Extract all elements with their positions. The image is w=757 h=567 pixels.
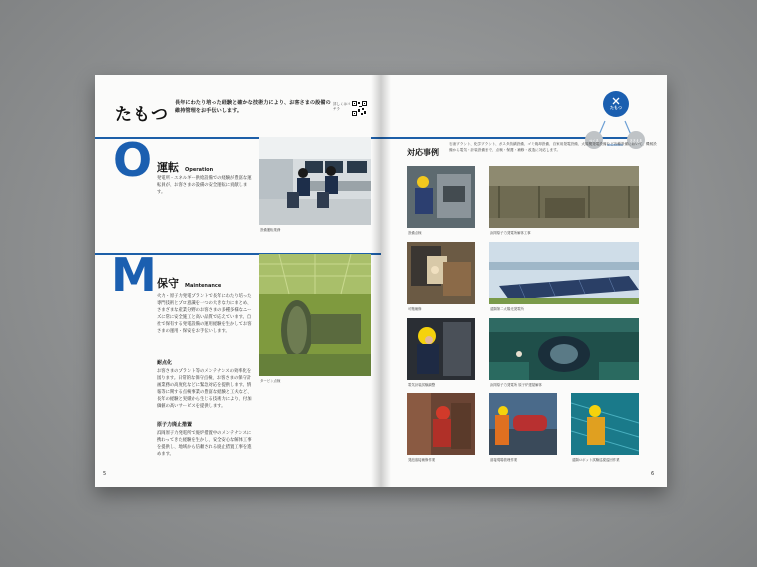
page-number-right: 6 bbox=[651, 471, 655, 477]
subsection-1-title: 耐点化 bbox=[157, 360, 173, 366]
case-photo-9 bbox=[571, 393, 639, 455]
page-title: たもつ bbox=[115, 105, 169, 125]
case-photo-1 bbox=[407, 166, 475, 228]
case-caption-5: 電気計装試験調整 bbox=[408, 383, 436, 387]
qr-label: 詳しくはコチラ bbox=[333, 102, 351, 111]
case-photo-4 bbox=[489, 242, 639, 304]
case-caption-2: 浜岡原子力発電所解体工事 bbox=[490, 231, 531, 235]
case-photo-6 bbox=[489, 318, 639, 380]
maintenance-heading: 保守 Maintenance bbox=[157, 277, 222, 290]
case-photo-3 bbox=[407, 242, 475, 304]
cases-text: 石油プラント、化学プラント、ガスタ紡績設備、ゴミ焼却設備、自家用発電設備、大規模発電設備など各種設備において、機械設備から電気・計装設備まで、点検・保護・補修・改造に対応します。 bbox=[449, 142, 657, 152]
right-page bbox=[381, 75, 667, 487]
case-caption-7: 発泡溶接補修作業 bbox=[408, 458, 436, 462]
page-number-left: 5 bbox=[103, 471, 107, 477]
case-caption-8: 溶接現場管理作業 bbox=[490, 458, 518, 462]
case-photo-7 bbox=[407, 393, 475, 455]
case-caption-6: 浜岡原子力発電所 原子炉建屋解体 bbox=[490, 383, 542, 387]
operation-letter: O bbox=[113, 133, 153, 187]
tools-icon bbox=[612, 97, 620, 105]
operation-photo-caption: 設備運転業務 bbox=[260, 228, 281, 232]
cycle-left-circle: つくる bbox=[585, 131, 603, 149]
case-photo-8 bbox=[489, 393, 557, 455]
case-photo-5 bbox=[407, 318, 475, 380]
case-photo-2 bbox=[489, 166, 639, 228]
case-caption-9: 遠隔ロボット試験巡視巡回作業 bbox=[572, 458, 620, 462]
lead-text: 長年にわたり培った経験と確かな技術力により、お客さまの設備の維持管理をお手伝いします。 bbox=[175, 100, 331, 114]
case-caption-3: 可搬補修 bbox=[408, 307, 422, 311]
operation-heading: 運転 Operation bbox=[157, 161, 214, 174]
subsection-2-text: 浜岡原子力発電所で廃炉措置中のメンテナンスに携わってきた経験を生かし、安全安心な解体工事を提供し、地域から信頼される廃止措置工事を進めます。 bbox=[157, 431, 252, 457]
cycle-right-circle: ささえる bbox=[627, 131, 645, 149]
operation-text: 発電所・エネルギー供給設備での経験が豊富な運転員が、お客さまの設備の安全運転に貢献します。 bbox=[157, 176, 252, 195]
operation-photo bbox=[259, 137, 371, 225]
brochure-spread bbox=[95, 75, 667, 487]
maintenance-text: 火力・原子力発電プラントで長年にわたり培った専門技術とプロ意識を一つの大きな力にまとめ、さまざまな産業分野のお客さまの多種多様なニーズに常に安全施工と高い品質で応えています。自社で保有する発電設備の運用経験を生かしてお客さまの運用・保安をお手伝いします。 bbox=[157, 294, 252, 334]
left-page bbox=[95, 75, 381, 487]
maintenance-letter: M bbox=[111, 248, 157, 302]
subsection-2-title: 原子力廃止措置 bbox=[157, 422, 193, 428]
case-caption-1: 設備点検 bbox=[408, 231, 422, 235]
subsection-1-text: お客さまのプラント等のメンテナンスの効率化を図ります。日常的な保守点検、お客さまの保守計画業務の高度化などに緊急対応を提供します。情報等に関する点検事業の豊富な経験と工夫など、長年の経験と実績から生じる技術力により、付加価値の高いサービスを提供します。 bbox=[157, 369, 252, 409]
turbine-photo-caption: タービン点検 bbox=[260, 379, 281, 383]
case-caption-4: 遠隔第二太陽光発電所 bbox=[490, 307, 524, 311]
cycle-center-circle: たもつ bbox=[603, 91, 629, 117]
qr-code-icon[interactable] bbox=[352, 101, 367, 116]
turbine-photo bbox=[259, 254, 371, 376]
cases-heading: 対応事例 bbox=[407, 148, 439, 157]
